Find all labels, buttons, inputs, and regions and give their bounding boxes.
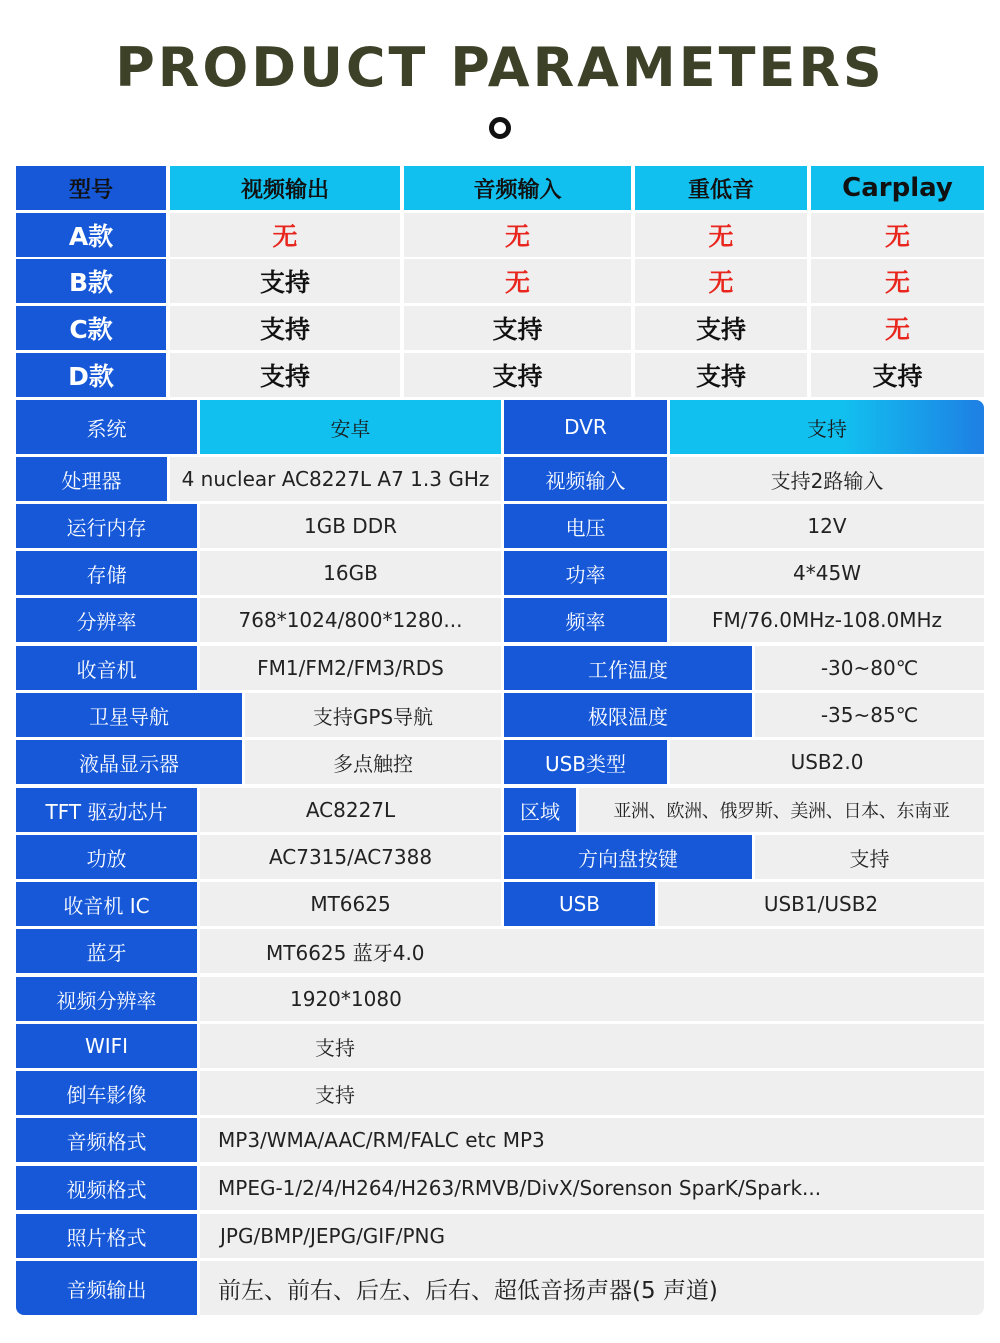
value-cell: 无 <box>404 259 631 303</box>
param-value: 亚洲、欧洲、俄罗斯、美洲、日本、东南亚 <box>579 788 984 832</box>
param-value: 前左、前右、后左、后右、超低音扬声器(5 声道) <box>200 1261 984 1315</box>
value-cell: 支持 <box>170 306 400 350</box>
value-cell: 支持 <box>635 353 807 397</box>
param-row <box>16 835 984 879</box>
param-label: 音频输出 <box>16 1261 197 1315</box>
header-video-output: 视频输出 <box>170 166 400 210</box>
param-label: 运行内存 <box>16 504 197 548</box>
comparison-row-b <box>16 259 984 303</box>
param-label: 存储 <box>16 551 197 595</box>
model-label: A款 <box>16 213 166 257</box>
value-cell: 支持 <box>811 353 984 397</box>
param-row <box>16 788 984 832</box>
param-label: 收音机 <box>16 646 197 690</box>
param-row <box>16 1118 984 1162</box>
param-row <box>16 598 984 642</box>
param-value: AC7315/AC7388 <box>200 835 501 879</box>
param-value: JPG/BMP/JEPG/GIF/PNG <box>200 1214 984 1258</box>
value-cell: 无 <box>404 213 631 257</box>
value-cell: 支持 <box>404 353 631 397</box>
param-value: MT6625 <box>200 882 501 926</box>
param-label: 分辨率 <box>16 598 197 642</box>
param-label: 液晶显示器 <box>16 740 242 784</box>
param-label: 区域 <box>504 788 576 832</box>
param-row <box>16 1024 984 1068</box>
header-model: 型号 <box>16 166 166 210</box>
param-label: WIFI <box>16 1024 197 1068</box>
value-cell: 无 <box>170 213 400 257</box>
param-label: DVR <box>504 400 667 454</box>
param-value: 768*1024/800*1280... <box>200 598 501 642</box>
param-label: 处理器 <box>16 457 167 501</box>
model-label: C款 <box>16 306 166 350</box>
param-value: 1GB DDR <box>200 504 501 548</box>
param-row <box>16 551 984 595</box>
param-row <box>16 504 984 548</box>
comparison-row-a <box>16 213 984 257</box>
param-label: 收音机 IC <box>16 882 197 926</box>
param-value: 多点触控 <box>245 740 501 784</box>
param-label: 功率 <box>504 551 667 595</box>
model-label: B款 <box>16 259 166 303</box>
param-label: TFT 驱动芯片 <box>16 788 197 832</box>
param-label: 蓝牙 <box>16 929 197 973</box>
value-cell: 支持 <box>170 259 400 303</box>
param-label: 视频分辨率 <box>16 977 197 1021</box>
param-value: AC8227L <box>200 788 501 832</box>
param-value: 支持 <box>200 1071 984 1115</box>
value-cell: 支持 <box>170 353 400 397</box>
param-row <box>16 977 984 1021</box>
param-value: FM/76.0MHz-108.0MHz <box>670 598 984 642</box>
param-value: -35~85℃ <box>755 693 984 737</box>
param-row <box>16 1166 984 1210</box>
header-carplay: Carplay <box>811 166 984 210</box>
param-label: USB类型 <box>504 740 667 784</box>
param-value: -30~80℃ <box>755 646 984 690</box>
comparison-row-d <box>16 353 984 397</box>
value-cell: 无 <box>811 306 984 350</box>
param-label: USB <box>504 882 655 926</box>
value-cell: 无 <box>635 213 807 257</box>
param-value: FM1/FM2/FM3/RDS <box>200 646 501 690</box>
param-label: 方向盘按键 <box>504 835 752 879</box>
value-cell: 无 <box>811 213 984 257</box>
header-audio-input: 音频输入 <box>404 166 631 210</box>
comparison-header-row <box>16 166 984 210</box>
param-label: 工作温度 <box>504 646 752 690</box>
param-row <box>16 693 984 737</box>
param-label: 视频格式 <box>16 1166 197 1210</box>
param-label: 照片格式 <box>16 1214 197 1258</box>
param-row <box>16 929 984 973</box>
value-cell: 支持 <box>404 306 631 350</box>
param-label: 视频输入 <box>504 457 667 501</box>
param-row <box>16 1214 984 1258</box>
page-title: PRODUCT PARAMETERS <box>115 36 885 99</box>
param-value: 支持 <box>200 1024 984 1068</box>
ring-icon <box>489 117 511 139</box>
param-label: 系统 <box>16 400 197 454</box>
param-row <box>16 740 984 784</box>
param-value: 支持 <box>755 835 984 879</box>
param-row <box>16 1261 984 1315</box>
value-cell: 无 <box>635 259 807 303</box>
param-value: 支持GPS导航 <box>245 693 501 737</box>
param-value: 支持 <box>670 400 984 454</box>
model-label: D款 <box>16 353 166 397</box>
param-value: USB2.0 <box>670 740 984 784</box>
param-label: 音频格式 <box>16 1118 197 1162</box>
param-value: 4*45W <box>670 551 984 595</box>
param-label: 极限温度 <box>504 693 752 737</box>
param-row <box>16 400 984 454</box>
param-row <box>16 457 984 501</box>
param-value: 支持2路输入 <box>670 457 984 501</box>
param-label: 频率 <box>504 598 667 642</box>
param-label: 功放 <box>16 835 197 879</box>
value-cell: 支持 <box>635 306 807 350</box>
param-value: MT6625 蓝牙4.0 <box>200 929 984 973</box>
comparison-row-c <box>16 306 984 350</box>
param-label: 卫星导航 <box>16 693 242 737</box>
param-label: 倒车影像 <box>16 1071 197 1115</box>
header-subwoofer: 重低音 <box>635 166 807 210</box>
param-label: 电压 <box>504 504 667 548</box>
param-value: 安卓 <box>200 400 501 454</box>
param-value: MP3/WMA/AAC/RM/FALC etc MP3 <box>200 1118 984 1162</box>
value-cell: 无 <box>811 259 984 303</box>
param-row <box>16 646 984 690</box>
param-value: MPEG-1/2/4/H264/H263/RMVB/DivX/Sorenson SparK/Spark... <box>200 1166 984 1210</box>
param-row <box>16 882 984 926</box>
param-row <box>16 1071 984 1115</box>
param-value: 4 nuclear AC8227L A7 1.3 GHz <box>170 457 501 501</box>
param-value: 1920*1080 <box>200 977 984 1021</box>
param-value: 12V <box>670 504 984 548</box>
param-value: USB1/USB2 <box>658 882 984 926</box>
param-value: 16GB <box>200 551 501 595</box>
